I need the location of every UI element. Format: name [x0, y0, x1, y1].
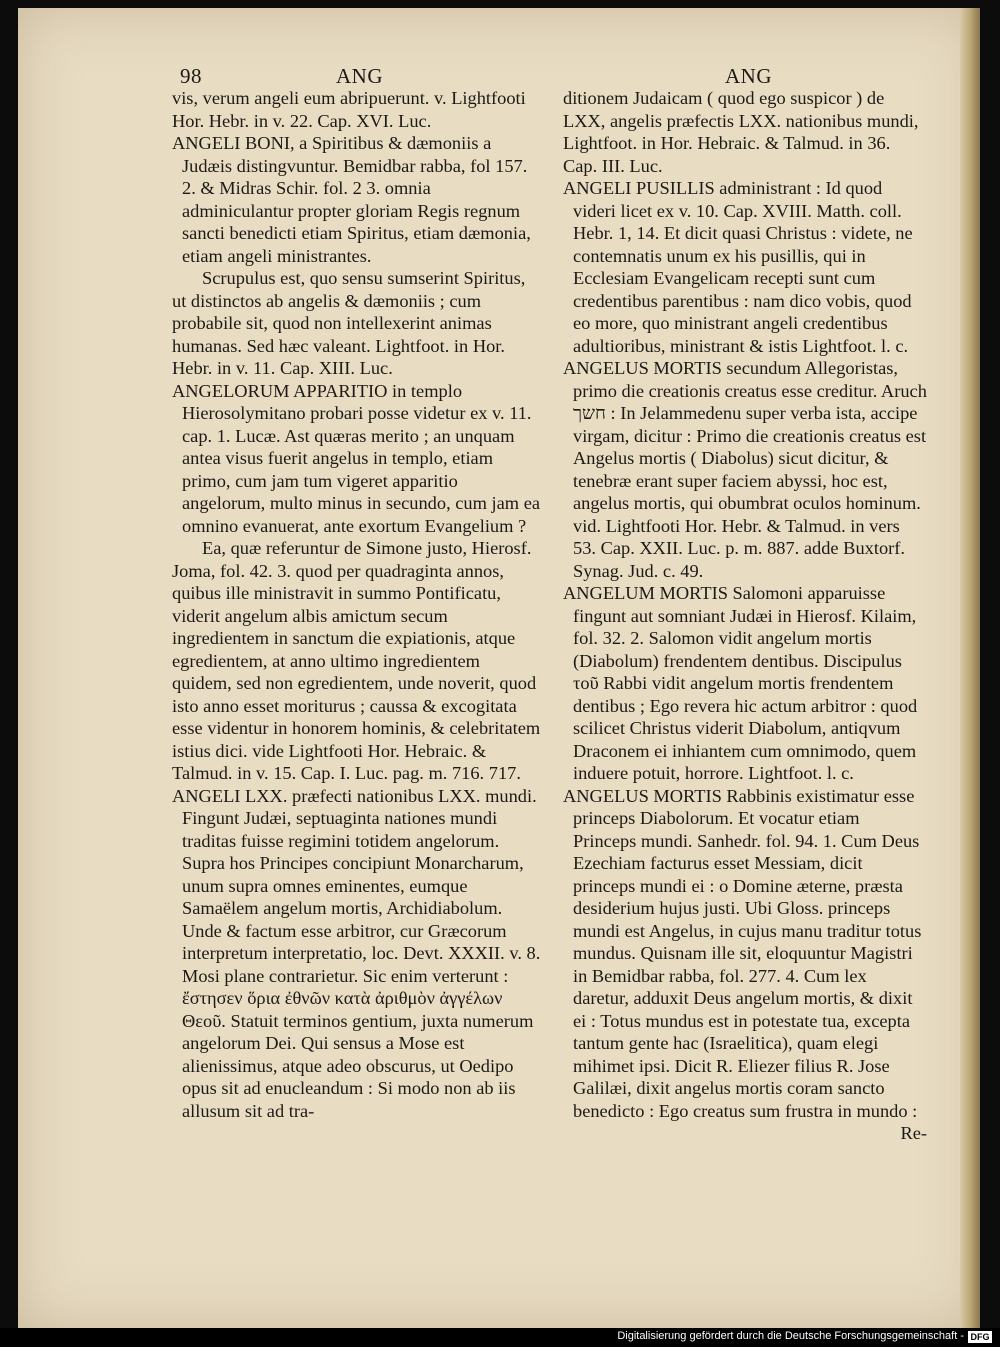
left-running-head: ANG [336, 64, 383, 88]
entry-angelorum-apparitio: ANGELORUM APPARITIO in templo Hierosolymitano probari posse videtur ex v. 11. cap. 1. Lucæ. Ast quæras merito ; an unquam antea visus fuerit angelus in templo, etiam primo, cum jam tum vigeret apparitio angelorum, multo minus in secundo, cum jam ea omnino evanuerat, ante exortum Evangelium ? [172, 380, 541, 536]
left-paragraph: Scrupulus est, quo sensu sumserint Spiritus, ut distinctos ab angelis & dæmoniis ; cum probabile sit, quod non intellexerint animas humanas. Sed hæc valeant. Lightfoot. in Hor. Hebr. in v. 11. Cap. XIII. Luc. [172, 268, 526, 378]
entry-angelus-mortis-2: ANGELUS MORTIS Rabbinis existimatur esse princeps Diabolorum. Et vocatur etiam Princeps mundi. Sanhedr. fol. 94. 1. Cum Deus Ezechiam facturus esset Messiam, dicit princeps mundi ei : o Domine æterne, præsta desiderium hujus justi. Ubi Gloss. princeps mundi est Angelus, in cujus manu traditur totus mundus. Quisnam ille sit, eloquuntur Magistri in Bemidbar rabba, fol. 277. 4. Cum lex daretur, adduxit Deus angelum mortis, & dixit ei : Totus mundus est in potestate tua, excepta tantum gente hac (Israelitica), quam elegi mihimet ipsi. Dicit R. Eliezer filius R. Jose Galilæi, dixit angelus mortis coram sancto benedicto : Ego creatus sum frustra in mundo : [563, 785, 922, 1121]
entry-angeli-pusillis: ANGELI PUSILLIS administrant : Id quod videri licet ex v. 10. Cap. XVIII. Matth. coll. Hebr. 1, 14. Et dicit quasi Christus : videte, ne contemnatis unum ex his pusillis, qui in Ecclesiam Evangelicam recepti sunt cum credentibus parentibus : nam dico vobis, quod eo more, quo ministrant angeli credentibus adultioribus, ministrant & istis Lightfoot. l. c. [563, 178, 913, 356]
right-column [563, 87, 927, 1145]
footer-credit: Digitalisierung gefördert durch die Deutsche Forschungsgemeinschaft - [617, 1330, 964, 1342]
page-edge [960, 8, 980, 1328]
entry-angeli-boni: ANGELI BONI, a Spiritibus & dæmoniis a Judæis distingvuntur. Bemidbar rabba, fol 157. 2. & Midras Schir. fol. 2 3. omnia adminiculantur propter gloriam Regis regnum sancti benedicti etiam Spiritus, etiam dæmonia, etiam angeli ministrantes. [172, 133, 531, 266]
dfg-logo-icon: DFG [968, 1331, 992, 1343]
left-paragraph: Ea, quæ referuntur de Simone justo, Hierosf. Joma, fol. 42. 3. quod per quadraginta annos, quibus ille ministravit in summo Pontificatu, viderit angelum albis amictum secum ingredientem in sanctum die expiationis, atque egredientem, at anno ultimo ingredientem quidem, sed non egredientem, unde noverit, quod isto anno esset moriturus ; caussa & excogitata esse videntur in honorem hominis, & celebritatem istius dici. vide Lightfooti Hor. Hebraic. & Talmud. in v. 15. Cap. I. Luc. pag. m. 716. 717. [172, 538, 541, 783]
entry-angelum-mortis: ANGELUM MORTIS Salomoni apparuisse fingunt aut somniant Judæi in Hierosf. Kilaim, fol. 32. 2. Salomon vidit angelum mortis (Diabolum) frendentem dentibus. Discipulus τοῦ Rabbi vidit angelum mortis frendentem dentibus ; Ego revera hic actum arbitror : quod scilicet Christus viderit Diabolum, antiqvum Draconem ei inhiantem cum omnimodo, quem induere potuit, horrore. Lightfoot. l. c. [563, 583, 918, 783]
left-paragraph: vis, verum angeli eum abripuerunt. v. Lightfooti Hor. Hebr. in v. 22. Cap. XVI. Luc. [172, 88, 526, 131]
right-running-head: ANG [725, 64, 772, 88]
catchword: Re- [900, 1123, 927, 1143]
footer-bar [0, 1328, 1000, 1347]
entry-angelus-mortis-1: ANGELUS MORTIS secundum Allegoristas, primo die creationis creatus esse creditur. Aruch חשך : In Jelammedenu super verba ista, accipe virgam, dicitur : Primo die creationis creatus est Angelus mortis ( Diabolus) sicut dicitur, & tenebræ erant super faciem abyssi, hoc est, angelus mortis, qui obumbrat oculos hominum. vid. Lightfooti Hor. Hebr. & Talmud. in vers 53. Cap. XXII. Luc. p. m. 887. adde Buxtorf. Synag. Jud. c. 49. [563, 358, 927, 581]
entry-angeli-lxx: ANGELI LXX. præfecti nationibus LXX. mundi. Fingunt Judæi, septuaginta nationes mundi traditas fuisse regimini totidem angelorum. Supra hos Principes concipiunt Monarcharum, unum supra omnes eminentes, eumque Samaëlem angelum mortis, Archidiabolum. Unde & factum esse arbitror, cur Græcorum interpretum interpretatio, loc. Devt. XXXII. v. 8. Mosi plane contrarietur. Sic enim verterunt : ἔστησεν ὅρια ἐθνῶν κατὰ ἀριθμὸν ἀγγέλων Θεοῦ. Statuit terminos gentium, juxta numerum angelorum Dei. Qui sensus a Mose est alienissimus, atque adeo obscurus, ut Oedipo opus sit ad enucleandum : Si modo non ab iis allusum sit ad tra- [172, 785, 541, 1121]
right-paragraph: ditionem Judaicam ( quod ego suspicor ) de LXX, angelis præfectis LXX. nationibus mundi, Lightfoot. in Hor. Hebraic. & Talmud. in 36. Cap. III. Luc. [563, 88, 919, 176]
page-number: 98 [180, 64, 202, 88]
left-column [172, 87, 542, 1122]
